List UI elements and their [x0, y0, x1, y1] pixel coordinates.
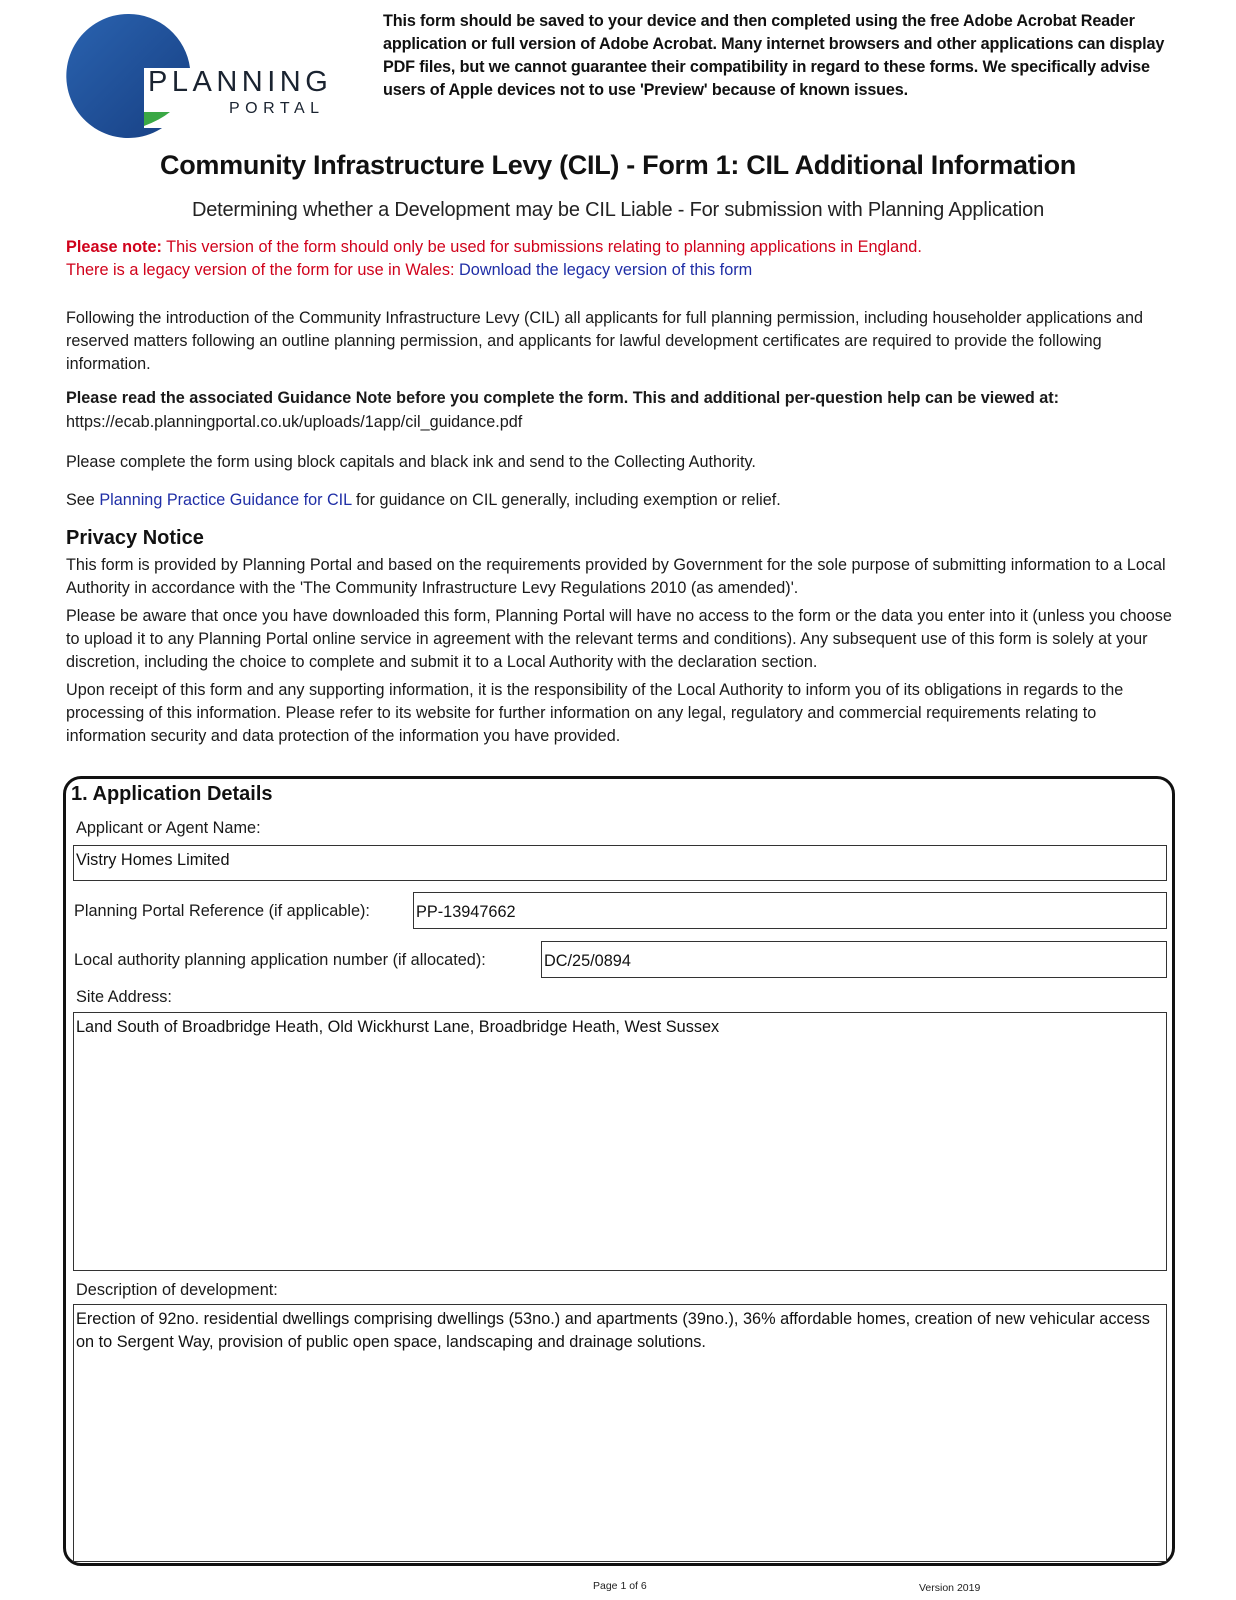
applicant-name-field[interactable]: Vistry Homes Limited [73, 845, 1167, 881]
privacy-heading: Privacy Notice [66, 527, 204, 549]
la-application-number-label: Local authority planning application number (if allocated): [74, 951, 486, 969]
site-address-field[interactable]: Land South of Broadbridge Heath, Old Wickhurst Lane, Broadbridge Heath, West Sussex [73, 1012, 1167, 1271]
note-label: Please note: [66, 238, 162, 256]
legacy-form-link[interactable]: Download the legacy version of this form [459, 261, 753, 279]
logo-text-portal: PORTAL [229, 100, 325, 117]
intro-paragraph: Following the introduction of the Community Infrastructure Levy (CIL) all applicants for full planning permission, including householder applications and reserved matters following an outline planning permission, and applicants for lawful development certificates are required to provide the following information. [66, 309, 1144, 373]
planning-portal-logo [66, 14, 336, 138]
compatibility-notice: This form should be saved to your device and then completed using the free Adobe Acrobat Reader application or full version of Adobe Acrobat. Many internet browsers and other applications can display PDF files, but we cannot guarantee their compatibility in regard to these forms. We specifically advise users of Apple devices not to use 'Preview' because of known issues. [383, 12, 1165, 99]
pp-reference-field[interactable]: PP-13947662 [413, 892, 1167, 929]
description-label: Description of development: [76, 1281, 278, 1299]
privacy-paragraph-1: This form is provided by Planning Portal and based on the requirements provided by Government for the sole purpose of submitting information to a Local Authority in accordance with the 'The Community Infrastructure Levy Regulations 2010 (as amended)'. [66, 556, 1166, 597]
pp-reference-label: Planning Portal Reference (if applicable): [74, 902, 370, 920]
section-title: 1. Application Details [71, 783, 273, 805]
guidance-link[interactable]: https://ecab.planningportal.co.uk/uploads/1app/cil_guidance.pdf [66, 413, 523, 431]
applicant-label: Applicant or Agent Name: [76, 819, 261, 837]
note-text: This version of the form should only be used for submissions relating to planning applications in England. [161, 238, 922, 256]
page-subtitle: Determining whether a Development may be CIL Liable - For submission with Planning Application [191, 199, 1044, 221]
privacy-paragraph-2: Please be aware that once you have downloaded this form, Planning Portal will have no access to the form or the data you enter into it (unless you choose to upload it to any Planning Portal online service in agreement with the relevant terms and conditions). Any subsequent use of this form is solely at your discretion, including the choice to complete and submit it to a Local Authority with the declaration section. [66, 607, 1172, 671]
see-prefix: See [66, 491, 100, 509]
see-suffix: for guidance on CIL generally, including exemption or relief. [351, 491, 781, 509]
england-only-note [66, 236, 1166, 282]
guidance-note-text: Please read the associated Guidance Note before you complete the form. This and additional per-question help can be viewed at: [66, 389, 1060, 407]
see-guidance-line [66, 489, 1176, 512]
site-address-label: Site Address: [76, 988, 172, 1006]
la-application-number-field[interactable]: DC/25/0894 [541, 941, 1167, 978]
instructions-text: Please complete the form using block capitals and black ink and send to the Collecting Authority. [66, 453, 756, 471]
description-field[interactable]: Erection of 92no. residential dwellings comprising dwellings (53no.) and apartments (39no.), 36% affordable homes, creation of new vehicular access on to Sergent Way, provision of public open space, landscaping and drainage solutions. [73, 1304, 1167, 1562]
logo-text-planning: PLANNING [148, 66, 333, 98]
legacy-text: There is a legacy version of the form for use in Wales: [66, 261, 460, 279]
planning-practice-guidance-link[interactable]: Planning Practice Guidance for CIL [99, 491, 352, 509]
page-number: Page 1 of 6 [593, 1580, 647, 1592]
page-title: Community Infrastructure Levy (CIL) - Form 1: CIL Additional Information [160, 150, 1076, 180]
privacy-paragraph-3: Upon receipt of this form and any supporting information, it is the responsibility of the Local Authority to inform you of its obligations in regards to the processing of this information. Please refer to its website for further information on any legal, regulatory and commercial requirements relating to information security and data protection of the information you have provided. [66, 681, 1124, 745]
form-version: Version 2019 [919, 1582, 981, 1594]
